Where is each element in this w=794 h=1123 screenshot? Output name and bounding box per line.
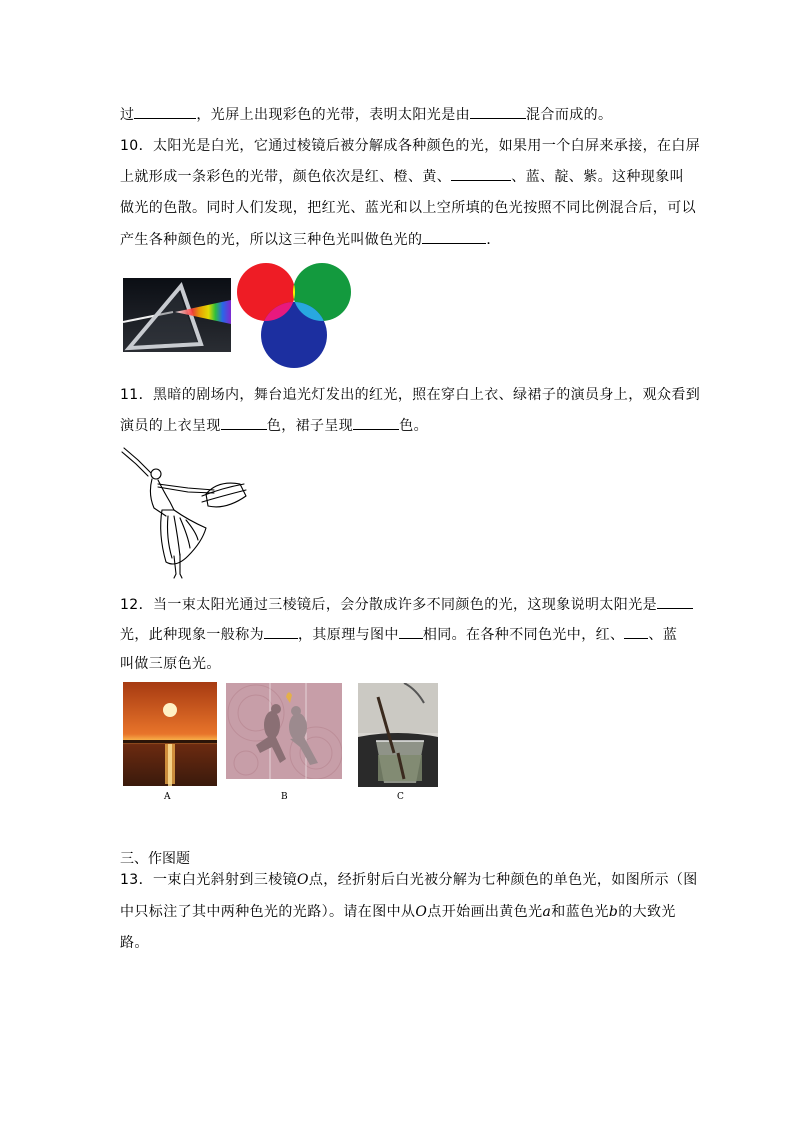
sunset-photo xyxy=(123,682,217,786)
q10-line3: 做光的色散。同时人们发现，把红光、蓝光和以上空所填的色光按照不同比例混合后，可以 xyxy=(120,200,696,216)
answer-blank[interactable] xyxy=(657,594,693,609)
section-heading: 三、作图题 xyxy=(120,851,190,867)
caption-a: A xyxy=(164,792,171,802)
q13-line1: 13．一束白光斜射到三棱镜O点，经折射后白光被分解为七种颜色的单色光，如图所示（图 xyxy=(120,872,698,888)
q12-line1: 12．当一束太阳光通过三棱镜后，会分散成许多不同颜色的光，这现象说明太阳光是 xyxy=(120,594,693,615)
additive-color-circles xyxy=(237,262,351,368)
answer-blank[interactable] xyxy=(451,166,511,181)
answer-blank[interactable] xyxy=(624,624,648,639)
q10-line1: 10．太阳光是白光，它通过棱镜后被分解成各种颜色的光，如果用一个白屏来承接，在白屏 xyxy=(120,138,701,154)
q11-line1: 11．黑暗的剧场内，舞台追光灯发出的红光，照在穿白上衣、绿裙子的演员身上，观众看到 xyxy=(120,387,701,403)
q9-line: 过 ，光屏上出现彩色的光带，表明太阳光是由 混合而成的。 xyxy=(120,104,612,125)
q11-line2: 演员的上衣呈现 色，裙子呈现 色。 xyxy=(120,415,428,436)
q12-line3: 叫做三原色光。 xyxy=(120,656,221,672)
answer-blank[interactable] xyxy=(353,415,399,430)
answer-blank[interactable] xyxy=(399,624,423,639)
q13-line2: 中只标注了其中两种色光的光路）。请在图中从O点开始画出黄色光a和蓝色光b的大致光 xyxy=(120,904,676,920)
q13-line3: 路。 xyxy=(120,935,149,951)
ballet-dancer-drawing xyxy=(118,444,250,580)
glass-refraction-photo xyxy=(358,683,438,787)
caption-c: C xyxy=(397,792,404,802)
answer-blank[interactable] xyxy=(264,624,298,639)
answer-blank[interactable] xyxy=(422,229,486,244)
answer-blank[interactable] xyxy=(221,415,267,430)
prism-dispersion-image xyxy=(123,278,231,352)
caption-b: B xyxy=(281,792,288,802)
answer-blank[interactable] xyxy=(470,104,526,119)
shadow-play-photo xyxy=(226,683,342,779)
q10-line4: 产生各种颜色的光，所以这三种色光叫做色光的 ． xyxy=(120,229,501,250)
answer-blank[interactable] xyxy=(134,104,196,119)
q10-line2: 上就形成一条彩色的光带，颜色依次是红、橙、黄、 、蓝、靛、紫。这种现象叫 xyxy=(120,166,684,187)
q12-line2: 光，此种现象一般称为 ，其原理与图中 相同。在各种不同色光中，红、 、蓝 xyxy=(120,624,677,645)
